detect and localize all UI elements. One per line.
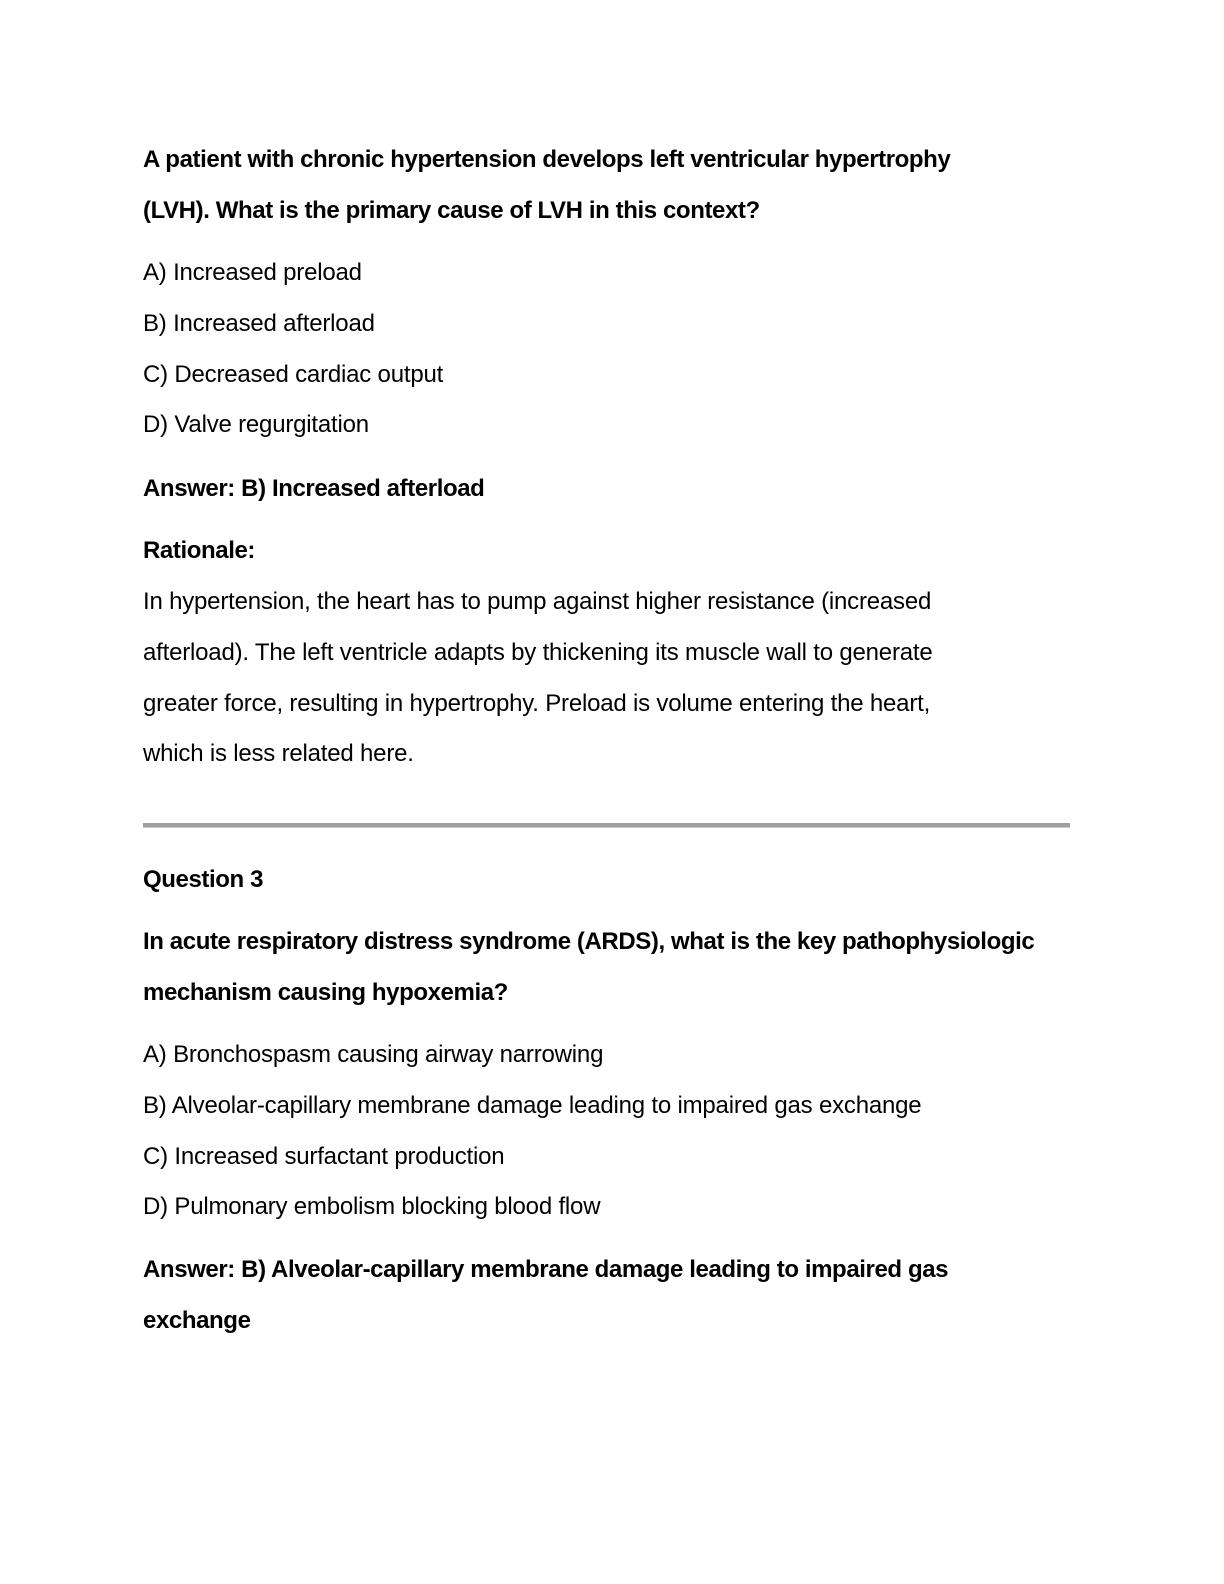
correct-answer: Answer: B) Alveolar-capillary membrane damage leading to impaired gas — [143, 1256, 949, 1283]
answer-option-d: D) Pulmonary embolism blocking blood flow — [143, 1193, 601, 1220]
rationale-text-line: which is less related here. — [143, 740, 414, 767]
question-stem-line: In acute respiratory distress syndrome (ARDS), what is the key pathophysiologic — [143, 928, 1035, 955]
question-stem-line: mechanism causing hypoxemia? — [143, 979, 508, 1006]
rationale-heading: Rationale: — [143, 537, 256, 564]
answer-option-a: A) Bronchospasm causing airway narrowing — [143, 1041, 604, 1068]
answer-option-b: B) Alveolar-capillary membrane damage leading to impaired gas exchange — [143, 1092, 922, 1119]
question-heading: Question 3 — [143, 866, 264, 893]
rationale-text-line: greater force, resulting in hypertrophy. Preload is volume entering the heart, — [143, 690, 931, 717]
answer-option-c: C) Decreased cardiac output — [143, 361, 444, 388]
section-divider — [143, 823, 1070, 828]
question-stem-line: A patient with chronic hypertension develops left ventricular hypertrophy — [143, 146, 951, 173]
correct-answer: Answer: B) Increased afterload — [143, 475, 485, 502]
rationale-text-line: afterload). The left ventricle adapts by thickening its muscle wall to generate — [143, 639, 933, 666]
rationale-text-line: In hypertension, the heart has to pump against higher resistance (increased — [143, 588, 932, 615]
answer-option-b: B) Increased afterload — [143, 310, 375, 337]
answer-option-d: D) Valve regurgitation — [143, 411, 369, 438]
answer-option-c: C) Increased surfactant production — [143, 1143, 505, 1170]
question-stem-line: (LVH). What is the primary cause of LVH in this context? — [143, 197, 760, 224]
correct-answer-continued: exchange — [143, 1307, 251, 1334]
answer-option-a: A) Increased preload — [143, 259, 362, 286]
